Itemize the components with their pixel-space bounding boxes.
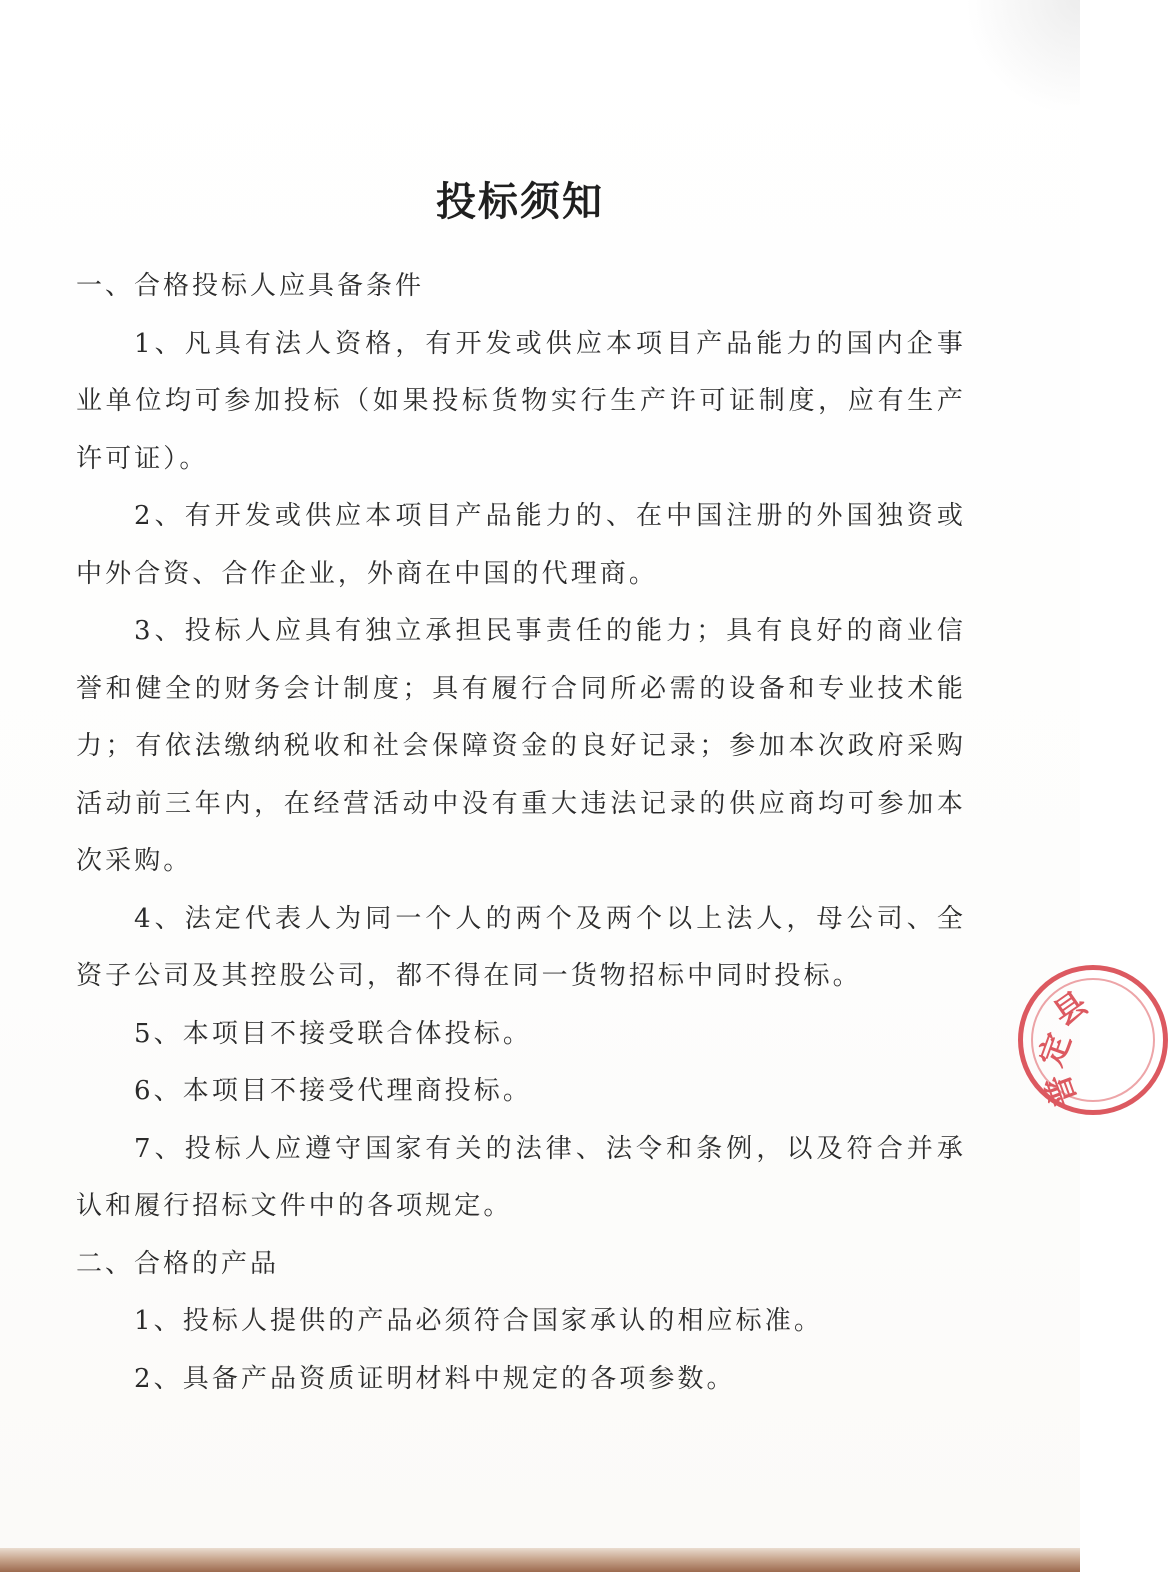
list-item: 2、有开发或供应本项目产品能力的、在中国注册的外国独资或中外合资、合作企业，外商在中国的代理商。 [76, 501, 966, 589]
seal-character: 县 [1046, 983, 1095, 1034]
section-heading: 一、合格投标人应具备条件 [76, 271, 425, 301]
section-heading: 二、合格的产品 [76, 1248, 280, 1279]
list-item: 3、投标人应具有独立承担民事责任的能力；具有良好的商业信誉和健全的财务会计制度；具有履行合同所必需的设备和专业技术能力；有依法缴纳税收和社会保障资金的良好记录；参加本次政府采购活动前三年内，在经营活动中没有重大违法记录的供应商均可参加本次采购。 [76, 616, 966, 876]
list-item: 7、投标人应遵守国家有关的法律、法令和条例，以及符合并承认和履行招标文件中的各项规定。 [76, 1133, 966, 1221]
seal-character: 定 [1031, 1028, 1079, 1072]
document-body [76, 258, 966, 1408]
document-title: 投标须知 [436, 179, 604, 225]
table-edge [0, 1548, 1080, 1572]
seal-character: 普 [1037, 1068, 1085, 1112]
list-item: 1、投标人提供的产品必须符合国家承认的相应标准。 [134, 1306, 823, 1336]
list-item: 6、本项目不接受代理商投标。 [134, 1076, 532, 1106]
list-item: 2、具备产品资质证明材料中规定的各项参数。 [134, 1363, 736, 1394]
page-corner-shadow [960, 0, 1080, 110]
official-seal [1018, 965, 1168, 1115]
list-item: 4、法定代表人为同一个人的两个及两个以上法人，母公司、全资子公司及其控股公司，都不得在同一货物招标中同时投标。 [76, 903, 966, 991]
list-item: 1、凡具有法人资格，有开发或供应本项目产品能力的国内企事业单位均可参加投标（如果投标货物实行生产许可证制度，应有生产许可证）。 [76, 328, 966, 474]
list-item: 5、本项目不接受联合体投标。 [134, 1018, 532, 1049]
